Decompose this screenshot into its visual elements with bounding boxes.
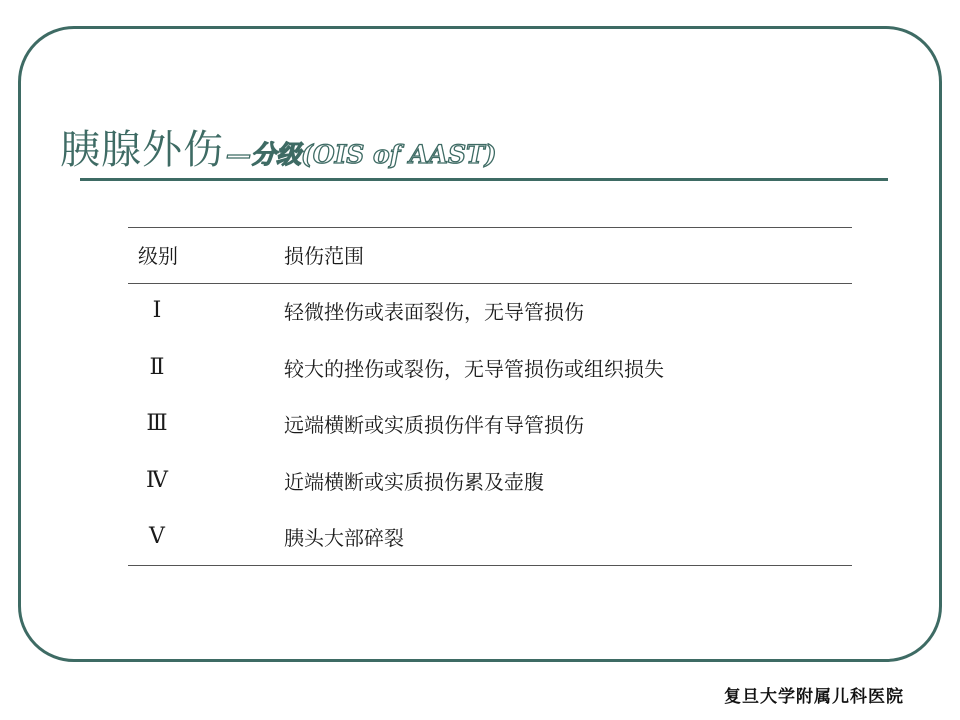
table-header-rule — [128, 283, 852, 284]
title-subtitle: —分级(OIS of AAST) — [226, 140, 497, 169]
header-level: 级别 — [138, 244, 178, 268]
table-bottom-rule — [128, 565, 852, 566]
footer-institution: 复旦大学附属儿科医院 — [724, 687, 904, 707]
table-top-rule — [128, 227, 852, 228]
row-level: Ⅰ — [152, 298, 162, 323]
row-level: Ⅴ — [149, 524, 165, 549]
row-level: Ⅱ — [149, 355, 165, 380]
row-scope: 较大的挫伤或裂伤，无导管损伤或组织损失 — [284, 357, 664, 381]
row-scope: 胰头大部碎裂 — [284, 526, 404, 550]
row-scope: 轻微挫伤或表面裂伤，无导管损伤 — [284, 300, 584, 324]
header-scope: 损伤范围 — [284, 244, 364, 268]
title-main: 胰腺外伤 — [60, 127, 224, 173]
title-underline — [80, 178, 888, 181]
row-level: Ⅳ — [146, 468, 168, 493]
row-scope: 近端横断或实质损伤累及壶腹 — [284, 470, 544, 494]
row-level: Ⅲ — [146, 411, 168, 436]
slide-title — [60, 118, 496, 178]
row-scope: 远端横断或实质损伤伴有导管损伤 — [284, 413, 584, 437]
grading-table — [128, 227, 852, 566]
